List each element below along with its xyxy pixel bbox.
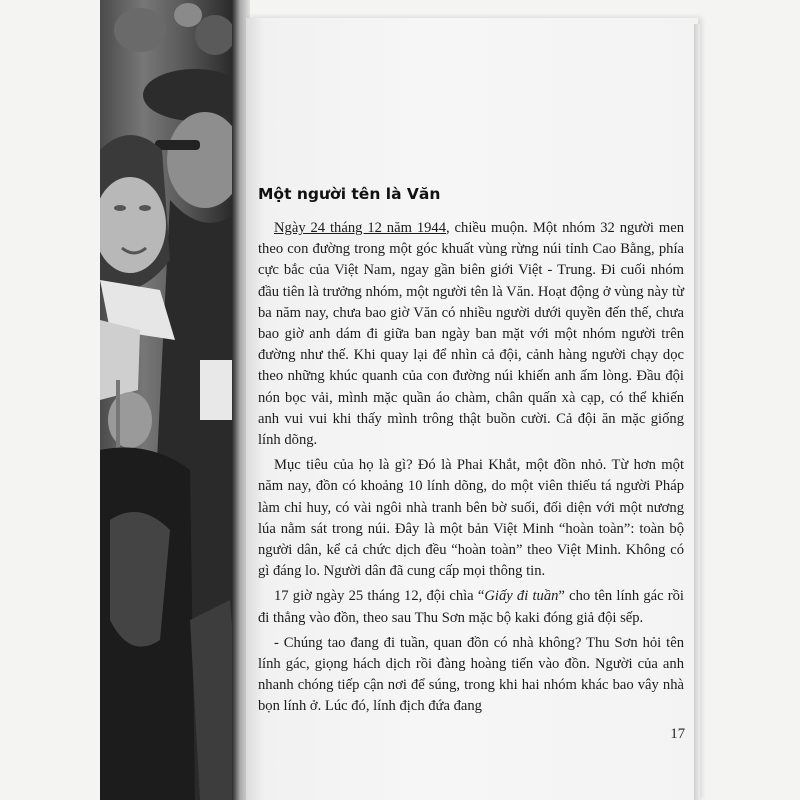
paragraph-3-after: ” cho tên lính gác rồi đi thẳng vào đồn, theo sau Thu Sơn mặc bộ kaki đóng giả đội sếp. <box>258 588 684 626</box>
paragraph-3-before: 17 giờ ngày 25 tháng 12, đội chìa “ <box>274 588 485 605</box>
body-text <box>258 218 684 722</box>
paragraph-date: Ngày 24 tháng 12 năm 1944 <box>274 220 447 236</box>
paragraph-3-italic: Giấy đi tuần <box>484 588 559 605</box>
chapter-title: Một người tên là Văn <box>258 185 441 203</box>
paragraph-2: Mục tiêu của họ là gì? Đó là Phai Khắt, một đồn nhỏ. Từ hơn một năm nay, đồn có khoảng 10 lính dõng, do một viên thiếu tá người Pháp làm chỉ huy, có vài ngôi nhà tranh bên bờ suối, đối diện với một nương lúa nằm sát trong núi. Đây là một bản Việt Minh “hoàn toàn”: toàn bộ người dân, kể cả chức dịch đều “hoàn toàn” theo Việt Minh. Không có gì đáng lo. Người dân đã cung cấp mọi thông tin. <box>258 457 684 580</box>
page-edge <box>694 24 700 800</box>
historical-photo <box>100 0 245 800</box>
paragraph-1-text: , chiều muộn. Một nhóm 32 người men theo con đường trong một góc khuất vùng rừng núi tỉnh Cao Bằng, phía cực bắc của Việt Nam, ngay gần biên giới Việt - Trung. Đi cuối nhóm đầu tiên là trưởng nhóm, một người tên là Văn. Hoạt động ở vùng này từ ba năm nay, chưa bao giờ Văn có nhiều người dưới quyền đến thế, chưa bao giờ anh dám đi giữa ban ngày ban mặt với một nhóm người trên đường như thế. Khi quay lại để nhìn cả đội, cảnh hàng người chạy dọc theo những khúc quanh của con đường núi khiến anh ấm lòng. Đầu đội nón bọc vải, mình mặc quần áo chàm, chân quấn xà cạp, có thể khiến anh vui vui khi thấy mình trông thật buồn cười. Cả đội ăn mặc giống lính dõng. <box>258 220 684 449</box>
paragraph-3 <box>258 586 684 628</box>
page-number: 17 <box>670 726 685 742</box>
paragraph-4: - Chúng tao đang đi tuần, quan đồn có nhà không? Thu Sơn hỏi tên lính gác, giọng hách dịch rồi đàng hoàng tiến vào đồn. Người của anh nhanh chóng tiếp cận nơi để súng, trong khi hai nhóm khác bao vây nhà bọn lính ở. Lúc đó, lính địch đứa đang <box>258 634 684 715</box>
paragraph-1 <box>258 218 684 451</box>
photo-page <box>100 0 245 800</box>
